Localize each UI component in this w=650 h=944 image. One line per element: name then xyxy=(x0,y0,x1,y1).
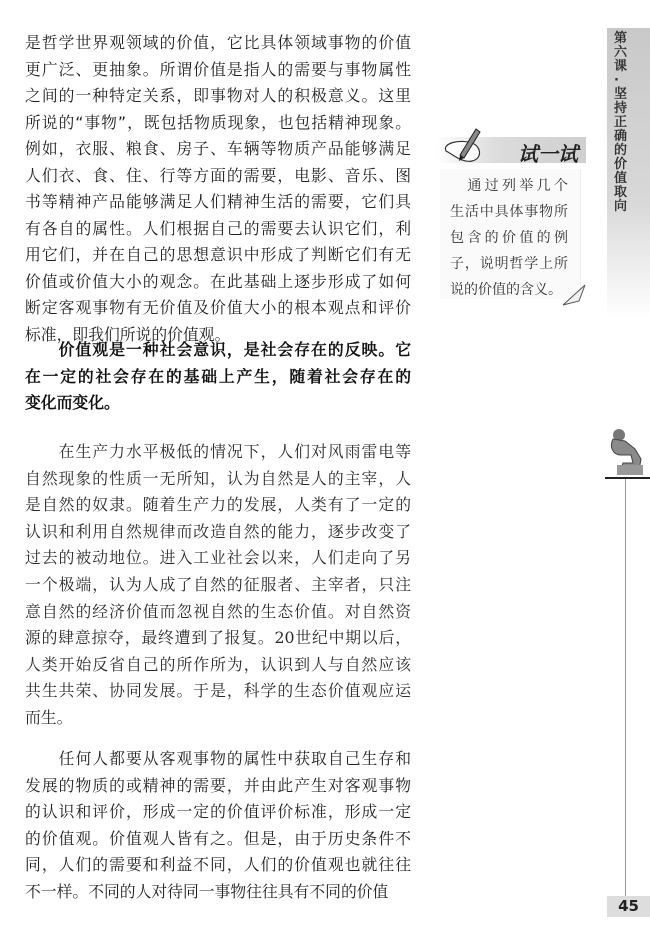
try-it-text-line: 生活中具体事物所 xyxy=(450,204,568,220)
para3-box-line: 一个极端，认为人成了自然的征服者、主宰者，只注 xyxy=(25,575,411,594)
try-it-text-line: 子，说明哲学上所 xyxy=(450,256,568,272)
para1-line: 有各自的属性。人们根据自己的需要去认识它们，利 xyxy=(25,218,411,238)
para1-line: 例如，衣服、粮食、房子、车辆等物质产品能够满足 xyxy=(25,139,411,158)
side-divider-vertical xyxy=(625,479,626,897)
side-divider-horizontal xyxy=(605,477,650,479)
para3-box-line: 人类开始反省自己的所作所为，认识到人与自然应该 xyxy=(25,654,411,674)
para1-line: 人们衣、食、住、行等方面的需要，电影、音乐、图 xyxy=(25,165,411,185)
para1-line: 断定客观事物有无价值及价值大小的根本观点和评价 xyxy=(25,298,411,317)
try-it-title: 试一试 xyxy=(518,142,578,166)
para4-line: 的认识和评价，形成一定的价值评价标准，形成一定 xyxy=(25,802,411,821)
para3-box-line: 认识和利用自然规律而改造自然的能力，逐步改变了 xyxy=(25,521,411,541)
para4-line: 不一样。不同的人对待同一事物往往具有不同的价值 xyxy=(25,881,389,901)
pencil-icon xyxy=(442,125,492,169)
para1-line: 更广泛、更抽象。所谓价值是指人的需要与事物属性 xyxy=(25,59,411,79)
para3-box-line: 是自然的奴隶。随着生产力的发展，人类有了一定的 xyxy=(25,495,411,515)
para3-box-line: 在生产力水平极低的情况下，人们对风雨雷电等 xyxy=(25,442,411,461)
para2-bold-line: 变化而变化。 xyxy=(25,393,120,412)
para4-line: 的价值观。价值观人皆有之。但是，由于历史条件不 xyxy=(25,828,411,848)
para4-line: 任何人都要从客观事物的属性中获取自己生存和 xyxy=(25,749,411,768)
para1-line: 书等精神产品能够满足人们精神生活的需要，它们具 xyxy=(25,192,411,211)
para3-box-line: 过去的被动地位。进入工业社会以来，人们走向了另 xyxy=(25,548,411,568)
page-number: 45 xyxy=(607,896,650,917)
para2-bold-line: 在一定的社会存在的基础上产生，随着社会存在的 xyxy=(25,366,411,386)
try-it-box xyxy=(436,125,586,305)
para1-line: 标准，即我们所说的价值观。 xyxy=(25,324,231,344)
para1-line: 之间的一种特定关系，即事物对人的积极意义。这里 xyxy=(25,86,411,105)
para1-line: 价值或价值大小的观念。在此基础上逐步形成了如何 xyxy=(25,271,411,291)
chapter-title-vertical: 第六课·坚持正确的价值取向 xyxy=(614,31,628,214)
try-it-text-line: 说的价值的含义。 xyxy=(450,282,562,298)
para3-box-line: 共生共荣、协同发展。于是，科学的生态价值观应运 xyxy=(25,681,411,701)
para1-line: 用它们，并在自己的思想意识中形成了判断它们有无 xyxy=(25,245,411,264)
para1-line: 是哲学世界观领域的价值，它比具体领域事物的价值 xyxy=(25,33,411,52)
para4-line: 发展的物质的或精神的需要，并由此产生对客观事物 xyxy=(25,775,411,795)
para4-line: 同，人们的需要和利益不同，人们的价值观也就往往 xyxy=(25,855,411,874)
para3-box-line: 源的肆意掠夺，最终遭到了报复。20世纪中期以后， xyxy=(25,628,411,648)
para3-box-line: 而生。 xyxy=(25,708,73,727)
para3-box-line: 自然现象的性质一无所知，认为自然是人的主宰，人 xyxy=(25,468,411,488)
para2-bold-line: 价值观是一种社会意识，是社会存在的反映。它 xyxy=(25,340,411,359)
para3-box-line: 意自然的经济价值而忽视自然的生态价值。对自然资 xyxy=(25,601,411,621)
para1-line: 所说的“事物”，既包括物质现象，也包括精神现象。 xyxy=(25,112,411,132)
thinker-statue-icon xyxy=(603,425,645,475)
try-it-text-line: 包含的价值的例 xyxy=(450,230,568,246)
page-curl-icon xyxy=(561,283,587,307)
try-it-text-line: 通过列举几个 xyxy=(450,178,568,194)
